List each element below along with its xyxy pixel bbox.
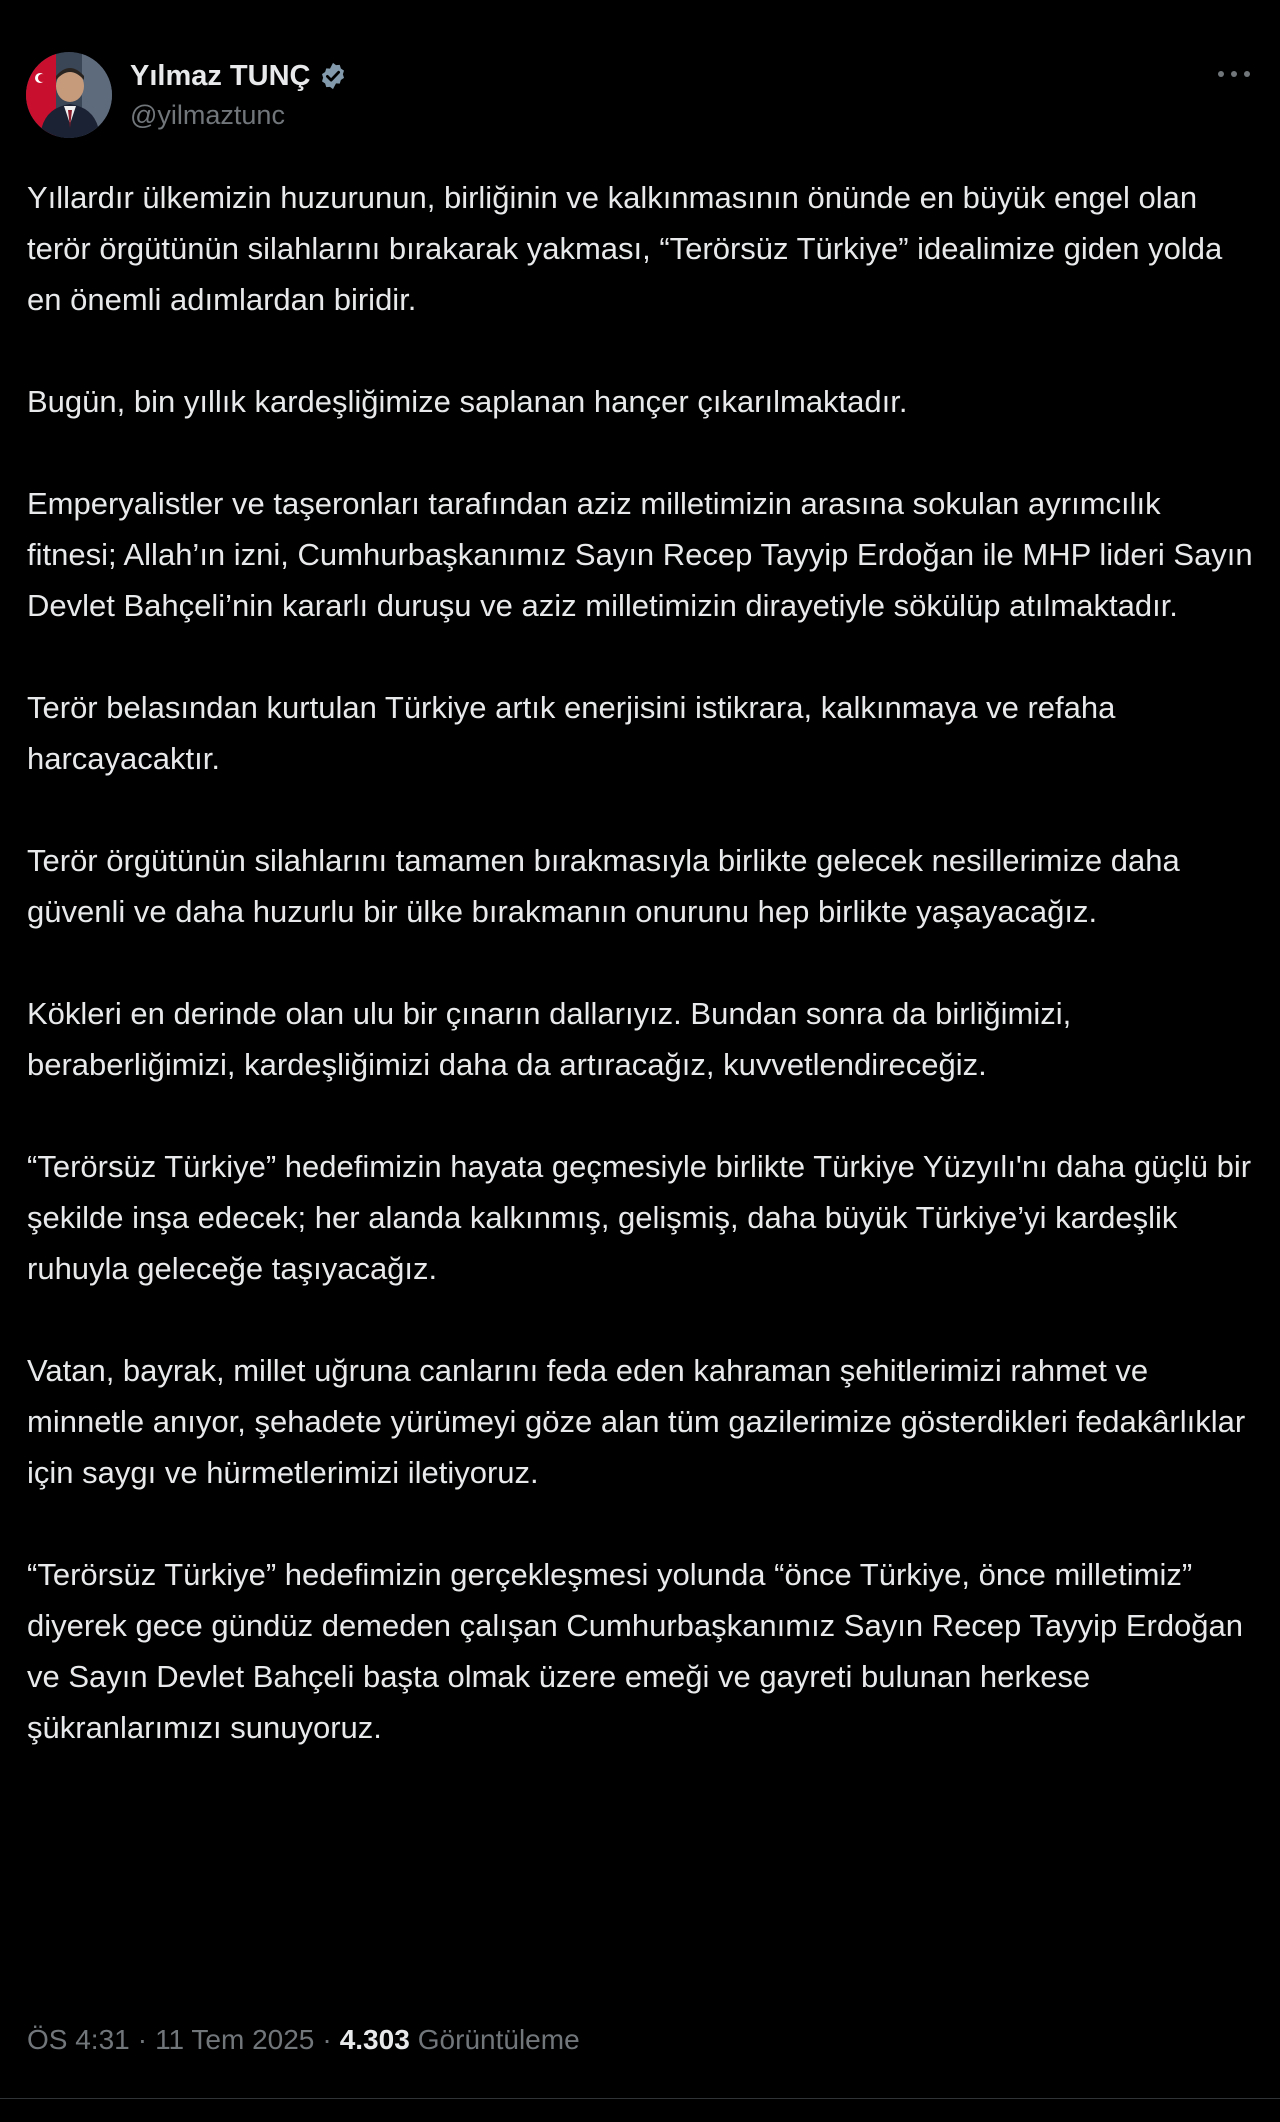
display-name[interactable]: Yılmaz TUNÇ bbox=[130, 59, 311, 92]
views-count[interactable]: 4.303 bbox=[339, 2024, 410, 2055]
tweet-date[interactable]: 11 Tem 2025 bbox=[155, 2024, 315, 2055]
author-info bbox=[130, 56, 348, 131]
tweet-paragraph: Vatan, bayrak, millet uğruna canlarını feda eden kahraman şehitlerimizi rahmet ve minnetle anıyor, şehadete yürümeyi göze alan tüm gazilerimize gösterdikleri fedakârlıklar için saygı ve hürmetlerimizi iletiyoruz. bbox=[27, 1353, 1246, 1490]
meta-separator: · bbox=[322, 2024, 332, 2055]
tweet-time[interactable]: ÖS 4:31 bbox=[27, 2024, 130, 2055]
tweet-paragraph: “Terörsüz Türkiye” hedefimizin gerçekleşmesi yolunda “önce Türkiye, önce milletimiz” diyerek gece gündüz demeden çalışan Cumhurbaşkanımız Sayın Recep Tayyip Erdoğan ve Sayın Devlet Bahçeli başta olmak üzere emeği ve gayreti bulunan herkese şükranlarımızı sunuyoruz. bbox=[27, 1557, 1244, 1745]
author-handle[interactable]: @yilmaztunc bbox=[130, 100, 285, 130]
display-name-row bbox=[130, 56, 348, 96]
views-label[interactable]: Görüntüleme bbox=[417, 2024, 580, 2055]
tweet-paragraph: “Terörsüz Türkiye” hedefimizin hayata geçmesiyle birlikte Türkiye Yüzyılı'nı daha güçlü bir şekilde inşa edecek; her alanda kalkınmış, gelişmiş, daha büyük Türkiye’yi kardeşlik ruhuyla geleceğe taşıyacağız. bbox=[27, 1149, 1252, 1286]
meta-separator: · bbox=[137, 2024, 148, 2055]
tweet-paragraph: Yıllardır ülkemizin huzurunun, birliğinin ve kalkınmasının önünde en büyük engel olan terör örgütünün silahlarını bırakarak yakması, “Terörsüz Türkiye” idealimize giden yolda en önemli adımlardan biridir. bbox=[27, 180, 1223, 317]
tweet-paragraph: Kökleri en derinde olan ulu bir çınarın dallarıyız. Bundan sonra da birliğimizi, beraberliğimizi, kardeşliğimizi daha da artıracağız, kuvvetlendireceğiz. bbox=[27, 996, 1072, 1082]
tweet-paragraph: Bugün, bin yıllık kardeşliğimize saplanan hançer çıkarılmaktadır. bbox=[27, 384, 908, 419]
tweet-paragraph: Emperyalistler ve taşeronları tarafından aziz milletimizin arasına sokulan ayrımcılık fitnesi; Allah’ın izni, Cumhurbaşkanımız Sayın Recep Tayyip Erdoğan ile MHP lideri Sayın Devlet Bahçeli’nin kararlı duruşu ve aziz milletimizin dirayetiyle sökülüp atılmaktadır. bbox=[27, 486, 1253, 623]
verified-badge-icon[interactable] bbox=[318, 61, 348, 91]
divider bbox=[0, 2098, 1280, 2099]
avatar-image bbox=[26, 52, 112, 138]
tweet-paragraph: Terör örgütünün silahlarını tamamen bırakmasıyla birlikte gelecek nesillerimize daha güvenli ve daha huzurlu bir ülke bırakmanın onurunu hep birlikte yaşayacağız. bbox=[27, 843, 1180, 929]
avatar[interactable] bbox=[26, 52, 112, 138]
tweet-meta bbox=[27, 2024, 580, 2056]
tweet-text bbox=[27, 172, 1257, 1753]
tweet-paragraph: Terör belasından kurtulan Türkiye artık enerjisini istikrara, kalkınmaya ve refaha harcayacaktır. bbox=[27, 690, 1116, 776]
more-dots-icon[interactable] bbox=[1214, 62, 1254, 86]
tweet-header bbox=[26, 52, 1254, 142]
